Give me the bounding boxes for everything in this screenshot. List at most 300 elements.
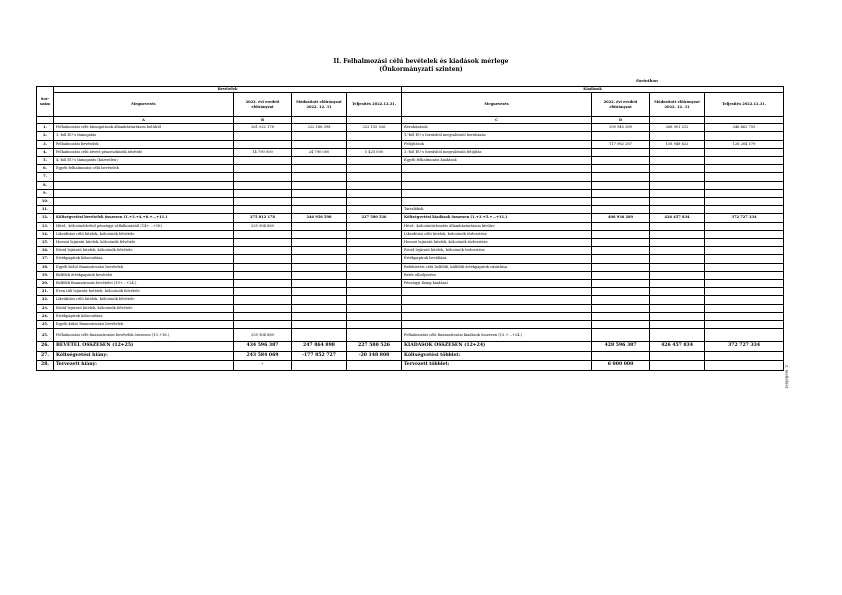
revenue-fulfilled <box>347 230 402 238</box>
expense-fulfilled <box>705 304 784 312</box>
revenue-fulfilled <box>347 329 402 342</box>
expense-plan <box>592 165 650 173</box>
expense-name <box>402 181 592 189</box>
row-number: 12. <box>37 214 54 222</box>
revenue-plan <box>234 165 292 173</box>
expense-fulfilled <box>705 198 784 206</box>
revenue-name: Rövid lejáratú hitelek, kölcsönök felvétele <box>54 304 234 312</box>
expense-plan: 290 945 289 <box>592 124 650 132</box>
revenue-name: Értékpapírok kibocsátása <box>54 312 234 320</box>
expense-plan: 6 000 000 <box>592 361 650 371</box>
expense-name <box>402 321 592 329</box>
revenue-modified <box>292 181 347 189</box>
revenue-modified: 24 790 000 <box>292 148 347 156</box>
expense-name <box>402 189 592 197</box>
side-note: 3. melléklet <box>784 364 790 389</box>
revenue-fulfilled <box>347 280 402 288</box>
expense-name <box>402 288 592 296</box>
expense-name: Pénzügyi lízing kiadásai <box>402 280 592 288</box>
expense-modified <box>650 296 705 304</box>
row-number: 24. <box>37 312 54 320</box>
expense-name: Tervezett többlet: <box>402 361 592 371</box>
expense-modified <box>650 239 705 247</box>
expense-plan <box>592 239 650 247</box>
expense-name: Felújítások <box>402 140 592 148</box>
expense-fulfilled <box>705 312 784 320</box>
row-number: 16. <box>37 247 54 255</box>
table-row <box>37 312 784 320</box>
revenue-modified <box>292 230 347 238</box>
header-fulfil-rev: Teljesítés 2022.12.31. <box>347 93 402 117</box>
revenue-fulfilled <box>347 157 402 165</box>
revenue-plan <box>234 304 292 312</box>
table-row <box>37 222 784 230</box>
expense-modified <box>650 271 705 279</box>
revenue-plan <box>234 239 292 247</box>
revenue-plan <box>234 198 292 206</box>
revenue-fulfilled <box>347 296 402 304</box>
table-row <box>37 181 784 189</box>
expense-modified <box>650 165 705 173</box>
revenue-modified <box>292 329 347 342</box>
expense-modified <box>650 288 705 296</box>
row-number: 3. <box>37 140 54 148</box>
expense-plan <box>592 181 650 189</box>
expense-plan <box>592 280 650 288</box>
revenue-fulfilled <box>347 239 402 247</box>
revenue-name: Költségvetési bevételek összesen (1.+3.+4.+6.+...+11.) <box>54 214 234 222</box>
table-row <box>37 165 784 173</box>
expense-plan <box>592 247 650 255</box>
revenue-modified <box>292 222 347 230</box>
revenue-name: Egyéb felhalmozási célú bevételek <box>54 165 234 173</box>
expense-plan <box>592 148 650 156</box>
revenue-plan <box>234 288 292 296</box>
table-row <box>37 280 784 288</box>
expense-plan <box>592 304 650 312</box>
expense-plan <box>592 173 650 181</box>
revenue-modified <box>292 296 347 304</box>
column-letter: B <box>234 117 292 124</box>
revenue-fulfilled <box>347 271 402 279</box>
revenue-name: Rövid lejáratú hitelek, kölcsönök felvétele <box>54 247 234 255</box>
revenue-plan: 255 904 889 <box>234 329 292 342</box>
expense-fulfilled <box>705 263 784 271</box>
expense-fulfilled <box>705 230 784 238</box>
expense-fulfilled <box>705 222 784 230</box>
revenue-modified: 247 864 898 <box>292 342 347 352</box>
revenue-plan: - <box>234 361 292 371</box>
revenue-modified <box>292 288 347 296</box>
column-letter <box>705 117 784 124</box>
expense-fulfilled <box>705 255 784 263</box>
revenue-fulfilled <box>347 255 402 263</box>
revenue-name: Likviditási célú hitelek, kölcsönök felvétele <box>54 230 234 238</box>
expense-name <box>402 173 592 181</box>
expense-modified <box>650 255 705 263</box>
expense-modified <box>650 361 705 371</box>
revenue-name: Tervezett hiány: <box>54 361 234 371</box>
revenue-fulfilled <box>347 165 402 173</box>
expense-fulfilled <box>705 247 784 255</box>
expense-fulfilled <box>705 132 784 140</box>
expense-name: 3.-ból EU-s forrásból megvalósuló felújítás <box>402 148 592 156</box>
row-number: 5. <box>37 157 54 165</box>
expense-modified <box>650 198 705 206</box>
row-number: 22. <box>37 296 54 304</box>
table-row <box>37 288 784 296</box>
row-number: 17. <box>37 255 54 263</box>
revenue-name: Hitel-, kölcsönfelvétel pénzügyi vállalkozástól (14+...+16) <box>54 222 234 230</box>
revenue-modified <box>292 321 347 329</box>
expense-name: Költségvetési többlet: <box>402 351 592 361</box>
expense-modified <box>650 173 705 181</box>
revenue-modified <box>292 247 347 255</box>
revenue-plan <box>234 189 292 197</box>
expense-modified <box>650 329 705 342</box>
expense-fulfilled <box>705 239 784 247</box>
revenue-fulfilled <box>347 263 402 271</box>
row-number: 9. <box>37 189 54 197</box>
revenue-name: Likviditási célú hitelek, kölcsönök felvétele <box>54 296 234 304</box>
expense-modified <box>650 157 705 165</box>
expense-plan: 117 982 287 <box>592 140 650 148</box>
revenue-plan <box>234 296 292 304</box>
revenue-name <box>54 181 234 189</box>
revenue-modified <box>292 255 347 263</box>
revenue-fulfilled <box>347 189 402 197</box>
revenue-modified <box>292 206 347 214</box>
expense-name: KIADÁSOK ÖSSZESEN (12+24) <box>402 342 592 352</box>
revenue-plan <box>234 312 292 320</box>
revenue-fulfilled <box>347 140 402 148</box>
expense-fulfilled <box>705 148 784 156</box>
expense-plan <box>592 206 650 214</box>
expense-name: Hosszú lejáratú hitelek, kölcsönök törlesztése <box>402 239 592 247</box>
revenue-name <box>54 189 234 197</box>
expense-name: Költségvetési kiadások összesen (1.+3.+5.+...+11.) <box>402 214 592 222</box>
revenue-name: Éven túli lejáratú betétek, kölcsönök felvétele <box>54 288 234 296</box>
row-number: 19. <box>37 271 54 279</box>
expense-name: Felhalmozási célú finanszírozási kiadások összesen (13.+...+24.) <box>402 329 592 342</box>
table-row <box>37 361 784 371</box>
table-row <box>37 304 784 312</box>
revenue-plan <box>234 255 292 263</box>
expense-fulfilled <box>705 165 784 173</box>
expense-fulfilled <box>705 173 784 181</box>
revenue-modified <box>292 173 347 181</box>
row-number: 25. <box>37 321 54 329</box>
expense-name: Rövid lejáratú hitelek, kölcsönök törlesztése <box>402 247 592 255</box>
revenue-name: Belföldi finanszírozás bevételei (19+...+24.) <box>54 280 234 288</box>
expense-fulfilled <box>705 361 784 371</box>
table-row <box>37 157 784 165</box>
header-mod-exp: Módosított előirányzat 2022. 12. 31 <box>650 93 705 117</box>
row-number: 21. <box>37 288 54 296</box>
table-row <box>37 132 784 140</box>
expense-fulfilled <box>705 189 784 197</box>
expense-fulfilled: 126 264 579 <box>705 140 784 148</box>
column-letter: C <box>402 117 592 124</box>
revenue-modified <box>292 361 347 371</box>
revenue-fulfilled <box>347 304 402 312</box>
revenue-plan: 434 596 387 <box>234 342 292 352</box>
table-row <box>37 198 784 206</box>
revenue-plan <box>234 132 292 140</box>
expense-name: 1.-ből EU-s forrásból megvalósuló beruházás <box>402 132 592 140</box>
column-letter: D <box>592 117 650 124</box>
expense-modified <box>650 206 705 214</box>
expense-modified <box>650 280 705 288</box>
revenue-fulfilled <box>347 288 402 296</box>
expense-fulfilled <box>705 288 784 296</box>
row-number: 23. <box>37 304 54 312</box>
title-line-2: (Önkormányzati szinten) <box>379 65 463 73</box>
expense-name <box>402 165 592 173</box>
expense-plan <box>592 255 650 263</box>
expense-modified <box>650 230 705 238</box>
revenue-plan <box>234 247 292 255</box>
expense-name: Betét elhelyezése <box>402 271 592 279</box>
expense-modified <box>650 321 705 329</box>
row-number: 1. <box>37 124 54 132</box>
revenue-fulfilled: 222 155 526 <box>347 124 402 132</box>
table-row <box>37 206 784 214</box>
revenue-plan <box>234 140 292 148</box>
column-letter: A <box>54 117 234 124</box>
expense-modified <box>650 263 705 271</box>
expense-modified <box>650 312 705 320</box>
row-number: 25. <box>37 329 54 342</box>
table-row <box>37 173 784 181</box>
expense-name <box>402 296 592 304</box>
revenue-modified <box>292 165 347 173</box>
expense-modified <box>650 351 705 361</box>
revenue-plan <box>234 206 292 214</box>
row-number: 11. <box>37 206 54 214</box>
revenue-name: Felhalmozási bevételek <box>54 140 234 148</box>
table-row <box>37 255 784 263</box>
revenue-modified <box>292 189 347 197</box>
row-number: 7. <box>37 173 54 181</box>
revenue-name: Egyéb belső finanszírozási bevételek <box>54 263 234 271</box>
revenue-modified <box>292 304 347 312</box>
row-number: 18. <box>37 263 54 271</box>
expense-modified: 268 901 212 <box>650 124 705 132</box>
expense-plan <box>592 230 650 238</box>
header-sorszam: Sor- szám <box>37 87 54 117</box>
table-row <box>37 263 784 271</box>
revenue-fulfilled: -20 148 808 <box>347 351 402 361</box>
revenue-fulfilled <box>347 222 402 230</box>
expense-plan <box>592 288 650 296</box>
row-number: 26. <box>37 342 54 352</box>
revenue-modified: 246 956 598 <box>292 214 347 222</box>
expense-plan <box>592 157 650 165</box>
revenue-name: Egyéb külső finanszírozási bevételek <box>54 321 234 329</box>
revenue-name: Hosszú lejáratú hitelek, kölcsönök felvétele <box>54 239 234 247</box>
table-row <box>37 329 784 342</box>
revenue-fulfilled <box>347 198 402 206</box>
revenue-modified <box>292 157 347 165</box>
expense-modified <box>650 304 705 312</box>
expense-name <box>402 312 592 320</box>
expense-modified: 426 457 834 <box>650 342 705 352</box>
expense-modified <box>650 247 705 255</box>
revenue-name: Felhalmozási célú támogatások államháztartáson belülről <box>54 124 234 132</box>
table-row <box>37 148 784 156</box>
revenue-name: Felhalmozási célú átvett pénzeszközök átvétele <box>54 148 234 156</box>
page-title <box>0 58 842 73</box>
expense-plan: 408 936 289 <box>592 214 650 222</box>
expense-name <box>402 304 592 312</box>
table-row <box>37 351 784 361</box>
revenue-modified <box>292 132 347 140</box>
revenue-name: 1.-ből EU-s támogatás <box>54 132 234 140</box>
expense-modified <box>650 189 705 197</box>
revenue-plan <box>234 271 292 279</box>
expense-name: Tartalékok <box>402 206 592 214</box>
expense-plan <box>592 271 650 279</box>
revenue-modified: 222 166 598 <box>292 124 347 132</box>
expense-modified <box>650 148 705 156</box>
revenue-plan: 255 904 889 <box>234 222 292 230</box>
revenue-modified <box>292 271 347 279</box>
expense-plan <box>592 312 650 320</box>
expense-modified <box>650 222 705 230</box>
table-row <box>37 271 784 279</box>
header-name-exp: Megnevezés <box>402 93 592 117</box>
expense-fulfilled <box>705 271 784 279</box>
revenue-plan: 14 790 000 <box>234 148 292 156</box>
expense-fulfilled <box>705 157 784 165</box>
revenue-plan <box>234 263 292 271</box>
table-row <box>37 230 784 238</box>
revenue-modified <box>292 312 347 320</box>
table-row <box>37 140 784 148</box>
expense-name: Beruházások <box>402 124 592 132</box>
revenue-plan: 275 812 178 <box>234 214 292 222</box>
revenue-fulfilled <box>347 173 402 181</box>
revenue-plan <box>234 321 292 329</box>
revenue-plan <box>234 280 292 288</box>
row-number: 27. <box>37 351 54 361</box>
header-mod-rev: Módosított előirányzat 2022. 12. 31 <box>292 93 347 117</box>
expense-fulfilled <box>705 280 784 288</box>
revenue-name: Költségvetési hiány: <box>54 351 234 361</box>
expense-name: Értékpapírok beváltása <box>402 255 592 263</box>
revenue-fulfilled <box>347 361 402 371</box>
expense-name: Hitel-, kölcsöntörlesztés államháztartáson kívülre <box>402 222 592 230</box>
revenue-modified: -177 852 727 <box>292 351 347 361</box>
revenue-plan <box>234 181 292 189</box>
revenue-fulfilled <box>347 321 402 329</box>
revenue-modified <box>292 239 347 247</box>
row-number: 20. <box>37 280 54 288</box>
header-expenses: Kiadások <box>402 87 784 93</box>
balance-table <box>36 86 784 371</box>
expense-modified <box>650 132 705 140</box>
revenue-name: BEVÉTEL ÖSSZESEN (12+25) <box>54 342 234 352</box>
expense-plan: 428 596 387 <box>592 342 650 352</box>
row-number: 14. <box>37 230 54 238</box>
header-revenues: Bevételek <box>54 87 402 93</box>
revenue-modified <box>292 280 347 288</box>
expense-plan <box>592 321 650 329</box>
expense-fulfilled: 372 727 334 <box>705 342 784 352</box>
letter-cell <box>37 117 54 124</box>
revenue-modified <box>292 263 347 271</box>
row-number: 6. <box>37 165 54 173</box>
revenue-plan: 243 584 069 <box>234 351 292 361</box>
expense-name <box>402 198 592 206</box>
expense-fulfilled <box>705 206 784 214</box>
revenue-modified <box>292 140 347 148</box>
header-plan-rev: 2022. évi eredeti előirányzat <box>234 93 292 117</box>
expense-fulfilled <box>705 329 784 342</box>
revenue-plan <box>234 157 292 165</box>
revenue-plan: 261 022 178 <box>234 124 292 132</box>
table-row <box>37 124 784 132</box>
revenue-fulfilled: 5 425 000 <box>347 148 402 156</box>
revenue-fulfilled <box>347 206 402 214</box>
revenue-name: Belföldi értékpapírok bevételei <box>54 271 234 279</box>
revenue-modified <box>292 198 347 206</box>
row-number: 2. <box>37 132 54 140</box>
column-letter <box>292 117 347 124</box>
revenue-fulfilled <box>347 312 402 320</box>
expense-plan <box>592 263 650 271</box>
expense-plan <box>592 189 650 197</box>
expense-fulfilled <box>705 351 784 361</box>
revenue-name: Felhalmozási célú finanszírozási bevételek összesen (13.+18.) <box>54 329 234 342</box>
revenue-name <box>54 198 234 206</box>
column-letter <box>347 117 402 124</box>
table-row <box>37 321 784 329</box>
revenue-fulfilled <box>347 132 402 140</box>
units-label: Forintban <box>636 78 658 83</box>
revenue-name: 4.-ből EU-s támogatás (közvetlen) <box>54 157 234 165</box>
expense-plan <box>592 132 650 140</box>
expense-name: Egyéb felhalmozási kiadások <box>402 157 592 165</box>
row-number: 28. <box>37 361 54 371</box>
expense-plan <box>592 198 650 206</box>
expense-modified: 426 457 834 <box>650 214 705 222</box>
header-plan-exp: 2022. évi eredeti előirányzat <box>592 93 650 117</box>
row-number: 15. <box>37 239 54 247</box>
revenue-fulfilled <box>347 247 402 255</box>
expense-fulfilled: 372 727 334 <box>705 214 784 222</box>
row-number: 4. <box>37 148 54 156</box>
row-number: 8. <box>37 181 54 189</box>
expense-modified: 158 948 622 <box>650 140 705 148</box>
table-row <box>37 189 784 197</box>
table-row <box>37 239 784 247</box>
expense-plan <box>592 351 650 361</box>
expense-fulfilled <box>705 321 784 329</box>
table-row <box>37 214 784 222</box>
expense-name: Befektetési célú belföldi, külföldi értékpapírok vásárlása <box>402 263 592 271</box>
header-fulfil-exp: Teljesítés 2022.12.31. <box>705 93 784 117</box>
expense-fulfilled: 246 462 755 <box>705 124 784 132</box>
table-row <box>37 247 784 255</box>
revenue-name <box>54 173 234 181</box>
expense-plan <box>592 296 650 304</box>
row-number: 10. <box>37 198 54 206</box>
revenue-fulfilled <box>347 181 402 189</box>
expense-modified <box>650 181 705 189</box>
expense-plan <box>592 222 650 230</box>
